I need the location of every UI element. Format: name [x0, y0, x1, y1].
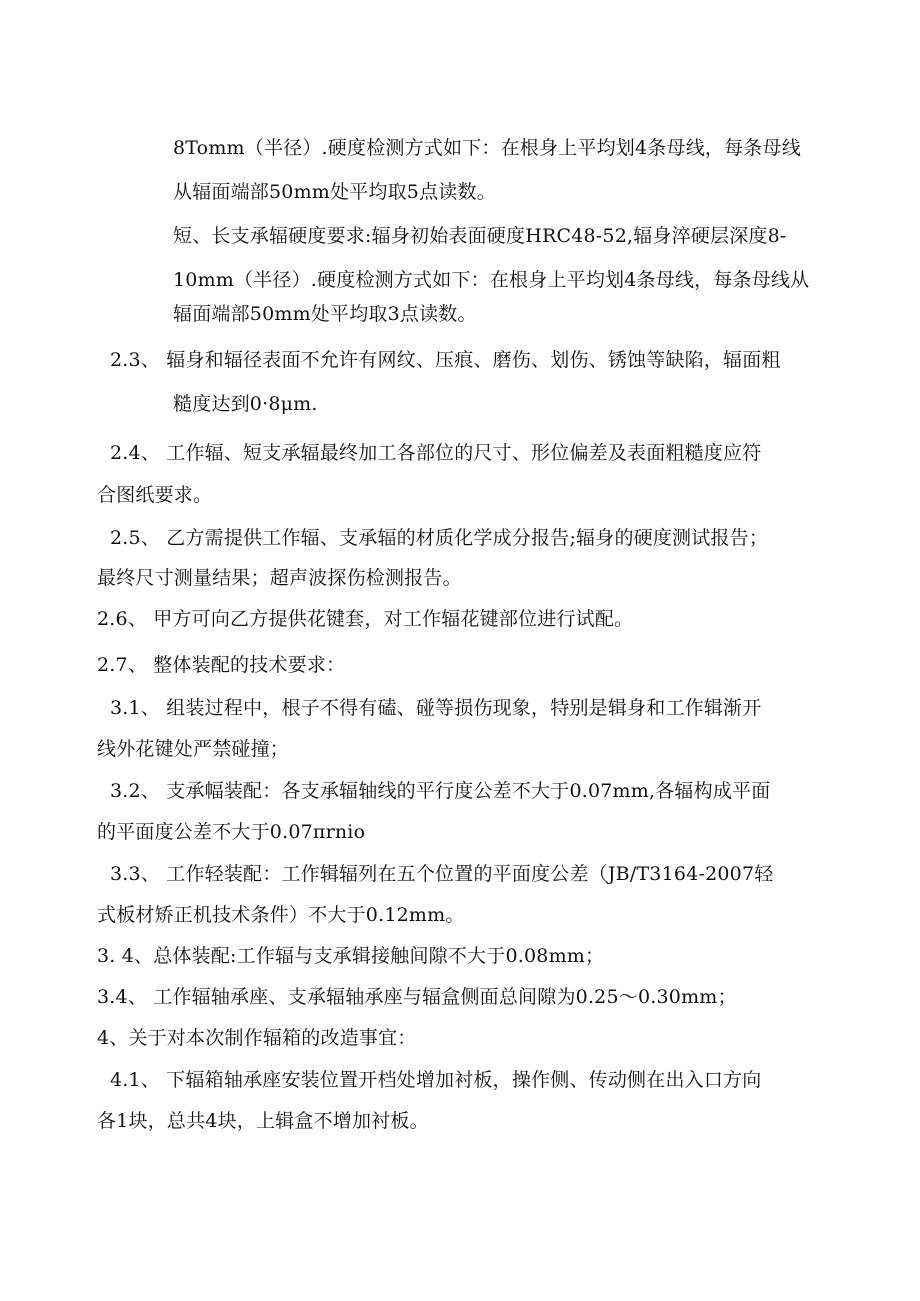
section-4-1-line-2: 各1块，总共4块，上辑盒不增加衬板。 — [97, 1110, 429, 1132]
section-2-7: 2.7、 整体装配的技术要求： — [97, 654, 346, 676]
section-2-3-line-2: 糙度达到0·8μm. — [173, 393, 318, 415]
section-2-4-line-2: 合图纸要求。 — [97, 484, 213, 506]
section-4-1-line-1: 4.1、 下辐箱轴承座安装位置开档处增加衬板，操作侧、传动侧在出入口方向 — [110, 1069, 762, 1091]
section-3-1-line-2: 线外花键处严禁碰撞； — [97, 738, 290, 760]
section-2-6: 2.6、 甲方可向乙方提供花键套，对工作辐花键部位进行试配。 — [97, 608, 634, 630]
section-3-2-line-2: 的平面度公差不大于0.07πrnio — [97, 821, 366, 843]
section-3-4a: 3. 4、总体装配:工作辐与支承辑接触间隙不大于0.08mm； — [97, 945, 605, 967]
text-line: 短、长支承辐硬度要求:辐身初始表面硬度HRC48-52,辐身淬硬层深度8- — [173, 225, 787, 247]
section-2-5-line-1: 2.5、 乙方需提供工作辐、支承辐的材质化学成分报告;辐身的硬度测试报告； — [110, 527, 769, 549]
text-line: 10mm（半径）.硬度检测方式如下：在根身上平均划4条母线，每条母线从 — [173, 269, 810, 291]
section-2-5-line-2: 最终尺寸测量结果；超声波探伤检测报告。 — [97, 567, 462, 589]
section-2-4-line-1: 2.4、 工作辐、短支承辐最终加工各部位的尺寸、形位偏差及表面粗糙度应符 — [110, 442, 762, 464]
text-line: 从辐面端部50mm处平均取5点读数。 — [173, 181, 496, 203]
section-3-1-line-1: 3.1、 组装过程中，根子不得有磕、碰等损伤现象，特别是辑身和工作辑渐开 — [110, 697, 762, 719]
section-3-3-line-2: 式板材矫正机技术条件）不大于0.12mm。 — [97, 904, 465, 926]
section-4-heading: 4、关于对本次制作辐箱的改造事宜： — [97, 1027, 417, 1049]
section-3-3-line-1: 3.3、 工作轻装配：工作辑辐列在五个位置的平面度公差（JB/T3164-2007轻 — [110, 863, 774, 885]
section-3-2-line-1: 3.2、 支承幅装配：各支承辐轴线的平行度公差不大于0.07mm,各辐构成平面 — [110, 780, 771, 802]
section-3-4b: 3.4、 工作辐轴承座、支承辐轴承座与辐盒侧面总间隙为0.25～0.30mm； — [97, 986, 737, 1008]
section-2-3-line-1: 2.3、 辐身和辐径表面不允许有网纹、压痕、磨伤、划伤、锈蚀等缺陷，辐面粗 — [110, 349, 781, 371]
text-line: 8Tomm（半径）.硬度检测方式如下：在根身上平均划4条母线，每条母线 — [173, 137, 801, 159]
text-line: 辐面端部50mm处平均取3点读数。 — [173, 303, 477, 325]
